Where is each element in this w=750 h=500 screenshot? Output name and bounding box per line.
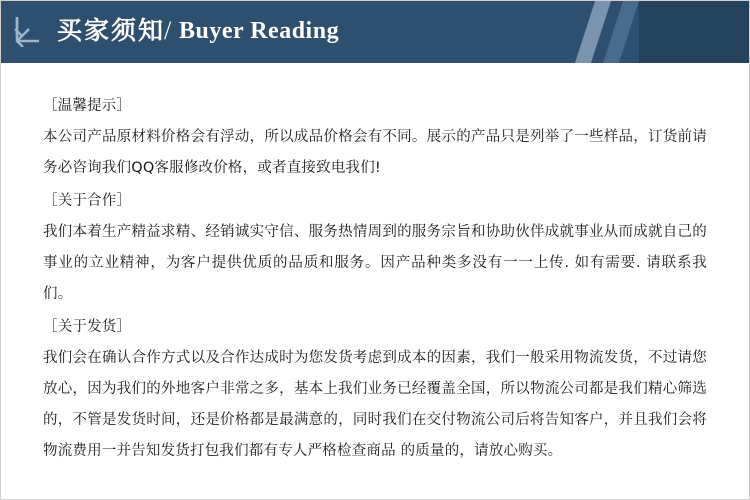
banner-decor-slash-dark bbox=[603, 1, 639, 63]
section-label-shipping: ［关于发货］ bbox=[43, 319, 132, 335]
notice-content bbox=[1, 63, 749, 467]
section-body-shipping: 我们会在确认合作方式以及合作达成时为您发货考虑到成本的因素，我们一般采用物流发货，不过请您放心，因为我们的外地客户非常之多，基本上我们业务已经覆盖全国，所以物流公司都是我们精心筛选的，不管是发货时间，还是价格都是最满意的，同时我们在交付物流公司后将告知客户，并且我们会将物流费用一并告知发货打包我们都有专人严格检查商品 的质量的，请放心购买。 bbox=[43, 350, 707, 459]
section-body-cooperation: 我们本着生产精益求精、经销诚实守信、服务热情周到的服务宗旨和协助伙伴成就事业从而成就自己的事业的立业精神，为客户提供优质的品质和服务。因产品种类多没有一一上传. 如有需要. 请联系我们。 bbox=[43, 224, 707, 302]
page-banner bbox=[1, 1, 749, 63]
banner-decor-block bbox=[639, 1, 749, 63]
banner-separator: / bbox=[164, 16, 172, 45]
section-body-tips: 本公司产品原材料价格会有浮动，所以成品价格会有不同。展示的产品只是列举了一些样品，订货前请务必咨询我们QQ客服修改价格，或者直接致电我们! bbox=[43, 129, 707, 176]
section-label-tips: ［温馨提示］ bbox=[43, 98, 132, 114]
banner-title-chinese: 买家须知 bbox=[57, 16, 166, 45]
banner-title-english: Buyer Reading bbox=[179, 18, 340, 44]
section-label-cooperation: ［关于合作］ bbox=[43, 193, 132, 209]
down-left-arrow-icon bbox=[13, 15, 43, 47]
